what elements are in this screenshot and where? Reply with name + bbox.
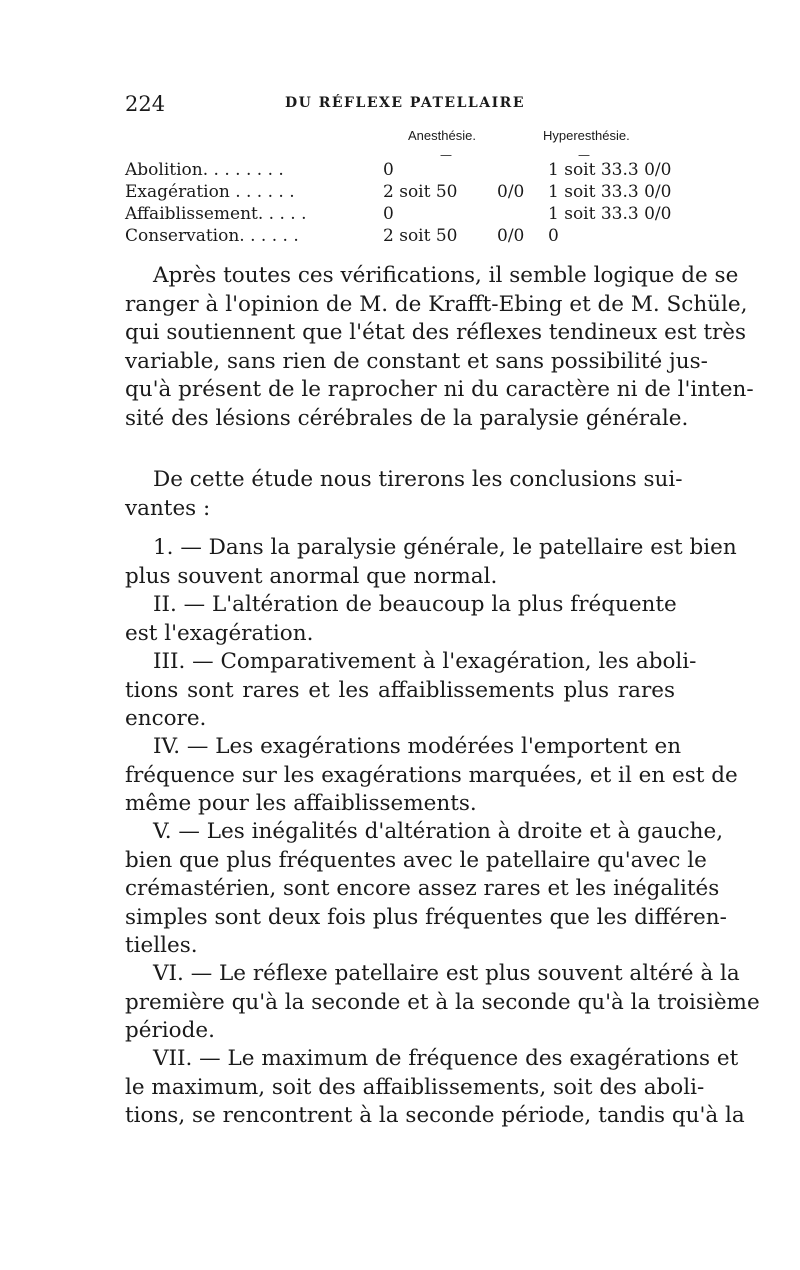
conclusion-3 xyxy=(125,648,697,734)
row-label: Conservation. . . . . . xyxy=(125,226,299,246)
hyperesthesie-value: 1 soit 33.3 0/0 xyxy=(548,160,672,180)
conclusion-6 xyxy=(125,960,760,1046)
text-line: V. — Les inégalités d'altération à droite et à gauche, xyxy=(153,819,724,844)
text-line: est l'exagération. xyxy=(125,620,314,646)
anesthesie-percent: 0/0 xyxy=(497,182,525,202)
text-line: tions, se rencontrent à la seconde période, tandis qu'à la xyxy=(125,1103,745,1128)
text-line: crémastérien, sont encore assez rares et les inégalités xyxy=(125,876,720,901)
text-line: 1. — Dans la paralysie générale, le patellaire est bien xyxy=(153,535,737,560)
text-line: plus souvent anormal que normal. xyxy=(125,563,498,589)
column-rule: — xyxy=(440,148,452,162)
column-header-anesthesie: Anesthésie. xyxy=(408,128,476,143)
row-label: Exagération . . . . . . xyxy=(125,182,295,202)
column-header-hyperesthesie: Hyperesthésie. xyxy=(543,128,630,143)
paragraph-verifications xyxy=(125,262,754,433)
hyperesthesie-value: 0 xyxy=(548,226,559,246)
page-number: 224 xyxy=(125,92,166,116)
row-label: Abolition. . . . . . . . xyxy=(125,160,284,180)
text-line: le maximum, soit des affaiblissements, soit des aboli- xyxy=(125,1074,705,1100)
text-line: II. — L'altération de beaucoup la plus fréquente xyxy=(153,592,677,617)
running-title: DU RÉFLEXE PATELLAIRE xyxy=(285,95,525,111)
hyperesthesie-value: 1 soit 33.3 0/0 xyxy=(548,182,672,202)
conclusion-5 xyxy=(125,818,727,961)
text-line: VII. — Le maximum de fréquence des exagérations et xyxy=(153,1046,739,1071)
table-row xyxy=(125,226,685,248)
row-label: Affaiblissement. . . . . xyxy=(125,204,307,224)
paragraph-conclusions-intro xyxy=(125,466,683,523)
text-line: simples sont deux fois plus fréquentes que les différen- xyxy=(125,904,727,930)
text-line: Après toutes ces vérifications, il semble logique de se xyxy=(153,263,739,288)
text-line: même pour les affaiblissements. xyxy=(125,791,477,816)
page-header xyxy=(125,92,675,122)
text-line: bien que plus fréquentes avec le patellaire qu'avec le xyxy=(125,847,707,873)
text-line: III. — Comparativement à l'exagération, les aboli- xyxy=(153,649,697,674)
text-line: vantes : xyxy=(125,495,211,521)
text-line: sité des lésions cérébrales de la paralysie générale. xyxy=(125,405,689,431)
column-rule: — xyxy=(578,148,590,162)
anesthesie-value: 0 xyxy=(383,160,394,180)
anesthesie-value: 0 xyxy=(383,204,394,224)
conclusion-2 xyxy=(125,591,675,648)
table-row xyxy=(125,160,685,182)
conclusion-7 xyxy=(125,1045,745,1131)
text-line: période. xyxy=(125,1018,215,1043)
anesthesie-value: 2 soit 50 xyxy=(383,226,458,246)
text-line: première qu'à la seconde et à la seconde qu'à la troisième xyxy=(125,989,760,1015)
text-line: variable, sans rien de constant et sans possibilité jus- xyxy=(125,348,708,374)
conclusion-1 xyxy=(125,534,737,591)
table-row xyxy=(125,182,685,204)
text-line: De cette étude nous tirerons les conclusions sui- xyxy=(153,467,683,492)
conclusion-4 xyxy=(125,733,738,819)
text-line: IV. — Les exagérations modérées l'emportent en xyxy=(153,734,682,759)
text-line: ranger à l'opinion de M. de Krafft-Ebing et de M. Schüle, xyxy=(125,291,748,317)
text-line: VI. — Le réflexe patellaire est plus souvent altéré à la xyxy=(153,961,740,986)
hyperesthesie-value: 1 soit 33.3 0/0 xyxy=(548,204,672,224)
text-line: fréquence sur les exagérations marquées, et il en est de xyxy=(125,762,738,788)
text-line: qu'à présent de le raprocher ni du caractère ni de l'inten- xyxy=(125,377,754,402)
text-line: tions sont rares et les affaiblissements plus rares xyxy=(125,677,675,703)
table-row xyxy=(125,204,685,226)
text-line: tielles. xyxy=(125,933,198,958)
text-line: qui soutiennent que l'état des réflexes tendineux est très xyxy=(125,320,747,345)
anesthesie-percent: 0/0 xyxy=(497,226,525,246)
text-line: encore. xyxy=(125,706,207,731)
anesthesie-value: 2 soit 50 xyxy=(383,182,458,202)
